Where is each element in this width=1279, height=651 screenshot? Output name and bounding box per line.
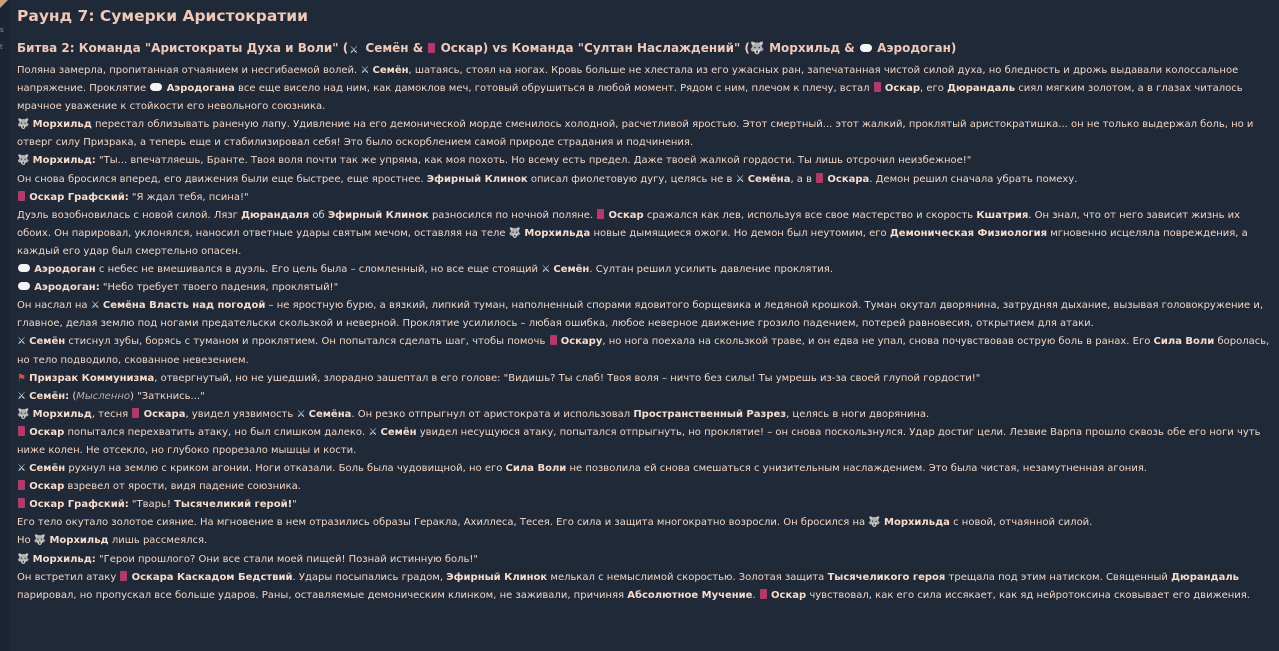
story-paragraph: Аэродоган с небес не вмешивался в дуэль. Его цель была – сломленный, но все еще стоящий ⚔ Семён. Султан решил усилить давление проклятия. [17, 261, 1270, 279]
book-icon [120, 571, 127, 581]
crossed-swords-icon: ⚔ [17, 390, 26, 402]
story-paragraph: Но 🐺 Морхильд лишь рассмеялся. [17, 535, 208, 547]
book-icon [550, 335, 557, 345]
book-icon [18, 426, 25, 436]
chat-message [17, 6, 1270, 605]
dialogue-line: Оскар Графский: "Тварь! Тысячеликий герой!" [17, 496, 1270, 514]
book-icon [816, 173, 823, 183]
corner-marker [0, 0, 8, 8]
crossed-swords-icon: ⚔ [17, 463, 26, 475]
book-icon [18, 498, 25, 508]
cloud-icon [18, 264, 30, 272]
story-paragraph: 🐺 Морхильд, тесня Оскара, увидел уязвимость ⚔ Семёна. Он резко отпрыгнул от аристократа и использовал Пространственный Разрез, целясь в ноги дворянина. [17, 408, 930, 420]
wolf-icon: 🐺 [33, 535, 47, 547]
left-edge-strip [0, 0, 10, 651]
book-icon [428, 43, 435, 53]
edge-glyph: s [0, 26, 4, 34]
wolf-icon: 🐺 [17, 119, 30, 131]
story-paragraph: Его тело окутало золотое сияние. На мгновение в нем отразились образы Геракла, Ахиллеса, Тесея. Его сила и защита многократно возросли. Он бросился на 🐺 Морхильда с новой, отчаянной силой. [17, 517, 1093, 529]
battle-heading: Битва 2: Команда "Аристократы Духа и Воли" (⚔ Семён & Оскар) vs Команда "Султан Наслаждений" (🐺 Морхильд & Аэродоган) [17, 41, 957, 56]
story-paragraph: Оскар взревел от ярости, видя падение союзника. [17, 478, 1270, 496]
cloud-icon [860, 44, 872, 52]
story-paragraph: 🐺 Морхильд перестал облизывать раненую лапу. Удивление на его демонической морде сменилось холодной, расчетливой яростью. Этот смертный... этот жалкий, проклятый аристократишка... он не только выдержал боль, но и отверг силу Призрака, а теперь еще и стабилизировал себя! Это было оскорблением самой природе страдания и подчинения. [17, 119, 1254, 149]
crossed-swords-icon: ⚔ [17, 336, 26, 348]
red-flag-icon: ⚑ [17, 372, 26, 384]
story-paragraph: Оскар попытался перехватить атаку, но был слишком далеко. ⚔ Семён увидел несущуюся атаку, попытался отпрыгнуть, но проклятие! – он снова поскользнулся. Удар достиг цели. Лезвие Варпа прошло сквозь обе его ноги чуть ниже колен. Не отсекло, но глубоко прорезало мышцы и кости. [17, 426, 1261, 456]
book-icon [132, 408, 139, 418]
story-paragraph: Он наслал на ⚔ Семёна Власть над погодой – не яростную бурю, а вязкий, липкий туман, наполненный спорами ядовитого борщевика и ледяной крошкой. Туман окутал дворянина, затрудняя дыхание, вызывая головокружение и, главное, делая землю под ногами предательски скользкой и неверной. Проклятие усилилось – любая ошибка, любое неверное движение грозило падением, потерей равновесия, открытием для атаки. [17, 300, 1264, 330]
story-paragraph: Поляна замерла, пропитанная отчаянием и несгибаемой волей. ⚔ Семён, шатаясь, стоял на ногах. Кровь больше не хлестала из его ужасных ран, запечатанная чистой силой духа, но бледность и дрожь выдавали колоссальное напряжение. Проклятие Аэродогана все еще висело над ним, как дамоклов меч, готовый обрушиться в любой момент. Рядом с ним, плечом к плечу, встал Оскар, его Дюрандаль сиял мягким золотом, а в глазах читалось мрачное уважение к стойкости его невольного союзника. [17, 65, 1243, 113]
dialogue-line: ⚔ Семён: (Мысленно) "Заткнись..." [17, 390, 205, 402]
book-icon [874, 82, 881, 92]
wolf-icon: 🐺 [17, 553, 30, 565]
book-icon [597, 209, 604, 219]
story-paragraph: ⚔ Семён рухнул на землю с криком агонии. Ноги отказали. Боль была чудовищной, но его Сила Воли не позволила ей снова смешаться с унизительным наслаждением. Это была чистая, незамутненная агония. [17, 463, 1148, 475]
story-paragraph: Он встретил атаку Оскара Каскадом Бедствий. Удары посыпались градом, Эфирный Клинок мелькал с немыслимой скоростью. Золотая защита Тысячеликого героя трещала под этим натиском. Священный Дюрандаль парировал, но пропускал все больше ударов. Раны, оставляемые демоническим клинком, не заживали, причиняя Абсолютное Мучение. Оскар чувствовал, как его сила иссякает, как яд нейротоксина сковывает его движения. [17, 571, 1250, 601]
story-paragraph: ⚑ Призрак Коммунизма, отвергнутый, но не ушедший, злорадно зашептал в его голове: "Видишь? Ты слаб! Твоя воля – ничто без силы! Ты умрешь из-за своей глупой гордости!" [17, 372, 981, 384]
wolf-icon: 🐺 [17, 408, 30, 420]
dialogue-line: 🐺 Морхильд: "Ты... впечатляешь, Бранте. Твоя воля почти так же упряма, как моя похоть. Но всему есть предел. Даже твоей жалкой гордости. Ты лишь отсрочил неизбежное!" [17, 155, 972, 167]
story-paragraph: Дуэль возобновилась с новой силой. Лязг Дюрандаля об Эфирный Клинок разносился по ночной поляне. Оскар сражался как лев, используя все свое мастерство и скорость Кшатрия. Он знал, что от него зависит жизнь их обоих. Он парировал, уклонялся, наносил ответные удары святым мечом, оставляя на теле 🐺 Морхильда новые дымящиеся ожоги. Но демон был неутомим, его Демоническая Физиология мгновенно исцеляла повреждения, а каждый его удар был смертельно опасен. [17, 209, 1248, 257]
crossed-swords-icon: ⚔ [735, 173, 745, 185]
story-text [17, 62, 1270, 605]
round-title: Раунд 7: Сумерки Аристократии [17, 7, 309, 25]
wolf-icon: 🐺 [508, 227, 522, 239]
crossed-swords-icon: ⚔ [368, 426, 378, 438]
story-paragraph: ⚔ Семён стиснул зубы, борясь с туманом и проклятием. Он попытался сделать шаг, чтобы помочь Оскару, но нога поехала на скользкой траве, и он едва не упал, снова почувствовав острую боль в ранах. Его Сила Воли боролась, но тело подводило, скованное невезением. [17, 336, 1270, 366]
wolf-icon: 🐺 [868, 517, 881, 529]
crossed-swords-icon: ⚔ [90, 300, 100, 312]
dialogue-line: 🐺 Морхильд: "Герои прошлого? Они все стали моей пищей! Познай истинную боль!" [17, 553, 479, 565]
dialogue-line: Оскар Графский: "Я ждал тебя, псина!" [17, 189, 1270, 207]
wolf-icon: 🐺 [17, 155, 30, 167]
story-paragraph: Он снова бросился вперед, его движения были еще быстрее, еще яростнее. Эфирный Клинок описал фиолетовую дугу, целясь не в ⚔ Семёна, а в Оскара. Демон решил сначала убрать помеху. [17, 173, 1078, 185]
book-icon [760, 589, 767, 599]
dialogue-line: Аэродоган: "Небо требует твоего падения, проклятый!" [17, 279, 1270, 297]
book-icon [18, 191, 25, 201]
cloud-icon [18, 282, 30, 290]
crossed-swords-icon: ⚔ [349, 45, 359, 56]
cloud-icon [150, 83, 162, 91]
crossed-swords-icon: ⚔ [296, 408, 306, 420]
crossed-swords-icon: ⚔ [541, 264, 551, 276]
book-icon [18, 480, 25, 490]
wolf-icon: 🐺 [749, 41, 765, 55]
crossed-swords-icon: ⚔ [360, 65, 370, 76]
edge-glyph: t [0, 43, 3, 51]
